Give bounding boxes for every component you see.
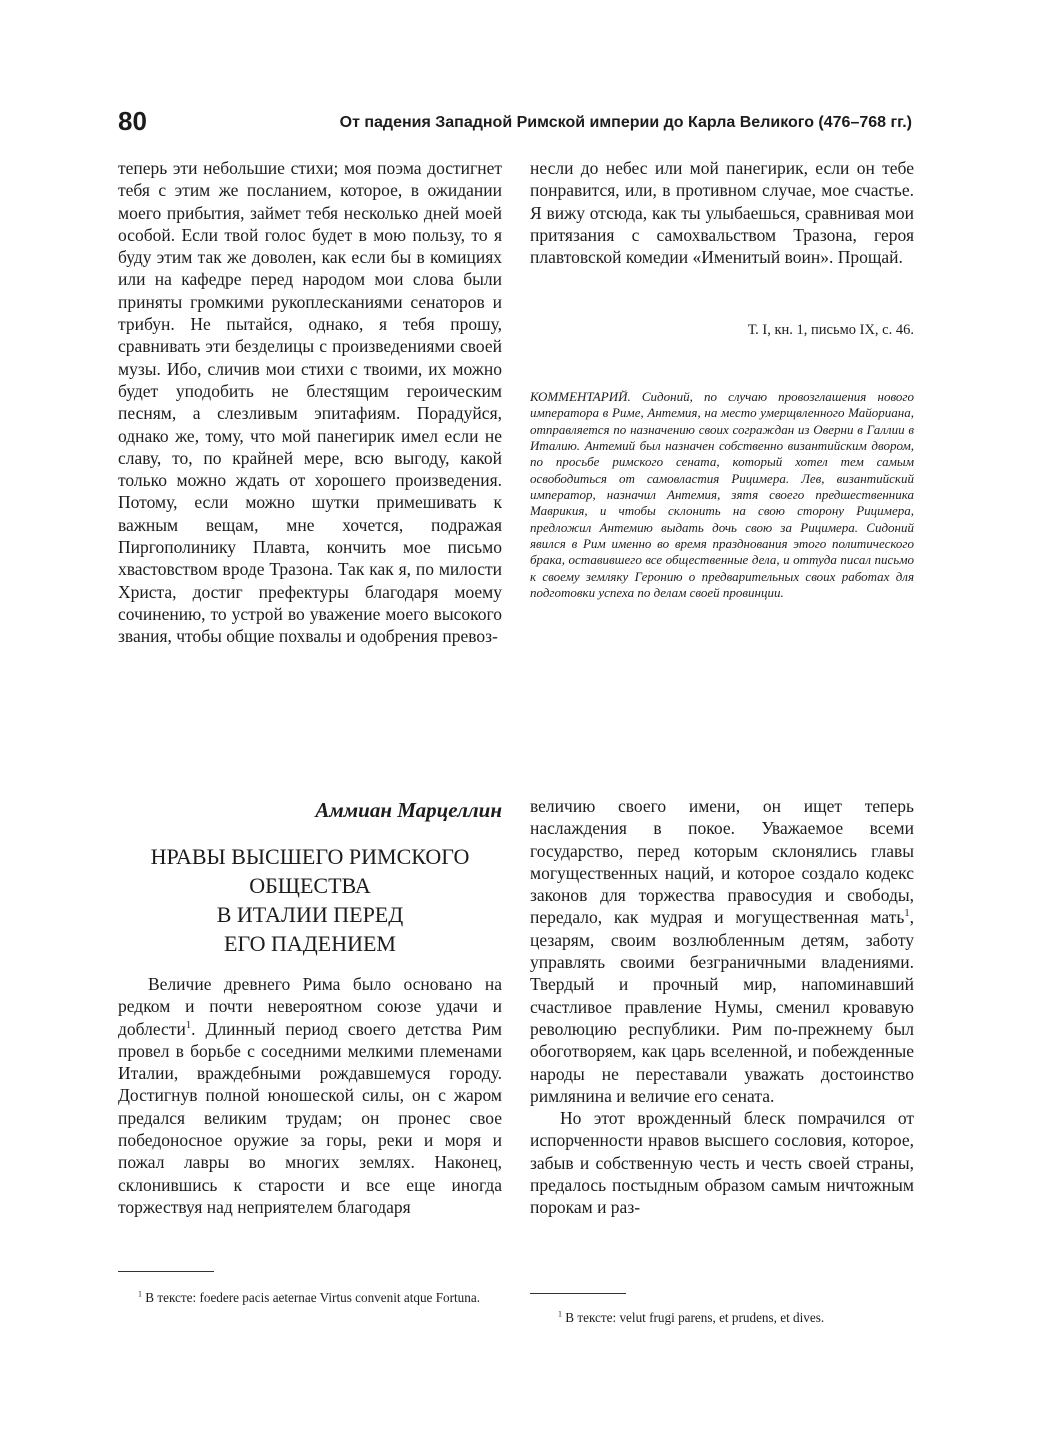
footnote-text: В тексте: foedere pacis aeternae Virtus convenit atque Fortuna. [141, 1290, 481, 1305]
section-title-line: ЕГО ПАДЕНИЕМ [224, 931, 396, 956]
footnote-divider [118, 1271, 214, 1272]
paragraph-text: , цезарям, своим возлюбленным детям, заботу управлять своими безграничными владениями. Твердый и прочный мир, напоминавший счастливое правление Нумы, сменил кровавую революцию республики. Рим по-прежнему был обоготворяем, как царь вселенной, и побежденные народы не переставали уважать достоинство римлянина и величие его сената. [530, 907, 914, 1106]
lower-right-column [530, 795, 914, 1219]
section-title-line: НРАВЫ ВЫСШЕГО РИМСКОГО [150, 844, 470, 869]
paragraph-text: . Длинный период своего детства Рим провел в борьбе с соседними мелкими племенами Италии, враждебными рождавшемуся городу. Достигнув полной юношеской силы, он с жаром предался великим трудам; он пронес свое победоносное оружие за горы, реки и моря и пожал лавры во многих землях. Наконец, склонившись к старости и все еще иногда торжествуя над неприятелем благодаря [118, 1018, 502, 1217]
letter-text-right: несли до небес или мой панегирик, если он тебе понравится, или, в противном случае, мое счастье. Я вижу отсюда, как ты улыбаешься, сравнивая мои притязания с самохвальством Тразона, героя плавтовской комедии «Именитый воин». Прощай. [530, 158, 914, 268]
footnote-left-block [118, 1271, 502, 1272]
commentary-block [530, 389, 914, 601]
upper-left-column [118, 157, 502, 648]
upper-right-column [530, 157, 914, 268]
footnote-divider [530, 1293, 626, 1294]
paragraph-text: величию своего имени, он ищет теперь наслаждения в покое. Уважаемое всеми государство, перед которым склонялись главы могущественных наций, и которое создало кодекс законов для торжества правосудия и свободы, передало, как мудрая и могущественная мать [530, 796, 914, 928]
section-title [118, 842, 502, 958]
footnote-mark: 1 [138, 1289, 142, 1299]
commentary-text: КОММЕНТАРИЙ. Сидоний, по случаю провозглашения нового императора в Риме, Антемия, на место умерщвленного Майориана, отправляется по назначению своих сограждан из Оверни в Галлии в Италию. Антемий был назначен собственно византийским двором, по просьбе римского сената, который хотел тем самым освободиться от самовластия Рицимера. Лев, византийский император, назначил Антемия, зятя своего предшественника Маврикия, и чтобы склонить на свою сторону Рицимера, предложил Антемию выдать дочь свою за Рицимера. Сидоний явился в Рим именно во время празднования этого политического брака, оставившего все общественные дела, и оттуда писал письмо к своему земляку Геронию о предварительных своих работах для подготовки успеха по делам своей провинции. [530, 389, 914, 601]
footnote-ref: 1 [904, 908, 910, 920]
footnote-right [530, 1309, 914, 1326]
footnote-ref: 1 [185, 1019, 192, 1031]
section-title-line: ОБЩЕСТВА [249, 873, 371, 898]
citation: Т. I, кн. 1, письмо IX, с. 46. [747, 322, 914, 338]
page-number: 80 [118, 106, 147, 136]
body-paragraph [530, 795, 914, 1107]
running-title: От падения Западной Римской империи до Карла Великого (476–768 гг.) [339, 114, 912, 131]
footnote-left [118, 1289, 502, 1306]
lower-left-column [118, 973, 502, 1218]
footnote-right-block [530, 1293, 914, 1294]
paragraph-text: Величие древнего Рима было основано на редком и почти невероятном союзе удачи и доблести [118, 974, 502, 1039]
section-title-line: В ИТАЛИИ ПЕРЕД [216, 902, 404, 927]
body-paragraph: Но этот врожденный блеск помрачился от испорченности нравов высшего сословия, которое, забыв и собственную честь и честь своей страны, предалось постыдным образом самым ничтожным порокам и раз- [530, 1108, 914, 1218]
footnote-mark: 1 [558, 1309, 562, 1319]
letter-text-left: теперь эти небольшие стихи; моя поэма достигнет тебя с этим же посланием, которое, в ожидании моего прибытия, займет тебя несколько дней моей особой. Если твой голос будет в мою пользу, то я буду этим так же доволен, как если бы в комициях или на кафедре перед народом мои слова были приняты громкими рукоплесканиями сенаторов и трибун. Не пытайся, однако, я тебя прошу, сравнивать эти безделицы с произведениями своей музы. Ибо, сличив мои стихи с твоими, их можно будет уподобить не блестящим героическим песням, а слезливым эпитафиям. Порадуйся, однако же, тому, что мой панегирик имел если не славу, то, по крайней мере, всю выгоду, какой только можно ждать от хорошего произведения. Потому, если можно шутки примешивать к важным вещам, мне хочется, подражая Пиргополинику Плавта, кончить мое письмо хвастовством вроде Тразона. Так как я, по милости Христа, достиг префектуры благодаря моему сочинению, то устрой во уважение моего высокого звания, чтобы общие похвалы и одобрения превоз- [118, 158, 502, 647]
section-author: Аммиан Марцеллин [315, 798, 502, 822]
footnote-text: В тексте: velut frugi parens, et prudens, et dives. [561, 1310, 825, 1325]
body-paragraph [118, 973, 502, 1218]
